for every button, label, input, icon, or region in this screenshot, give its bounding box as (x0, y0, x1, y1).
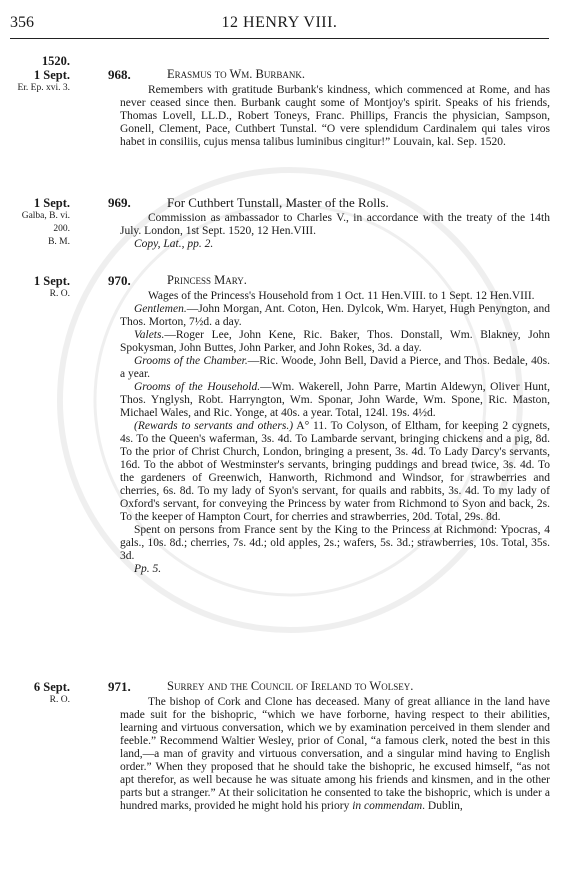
running-title: 12 HENRY VIII. (221, 14, 338, 31)
entry-reference: Er. Ep. xvi. 3. (17, 83, 70, 93)
gentlemen-label: Gentlemen. (134, 303, 187, 315)
valets-text: —Roger Lee, John Kene, Ric. Baker, Thos. Donstall, Wm. Blakney, John Spokysman, John Buttes, John Parker, and John Rokes, 3d. a day. (120, 329, 550, 354)
gentlemen-text: —John Morgan, Ant. Coton, Hen. Dylcok, Wm. Haryet, Hugh Penyngton, and Thos. Morton, 7½d. a day. (120, 303, 550, 328)
rewards-paragraph (120, 420, 550, 524)
entry-number: 968. (108, 67, 131, 82)
entry-date: 1 Sept. (33, 68, 70, 82)
entry-margin (10, 196, 70, 249)
entry-paragraph (120, 696, 550, 813)
france-paragraph: Spent on persons from France sent by the King to the Princess at Richmond: Ypocras, 4 gals., 10s. 8d.; cherries, 7s. 4d.; old apples, 2s.; wafers, 5s. 3d.; strawberries, 10s. Total, 35s. 3d. (120, 524, 550, 562)
rewards-label: (Rewards to servants and others.) (134, 420, 294, 432)
chamber-paragraph (120, 355, 550, 381)
entry-reference: Galba, B. vi. 200. (21, 211, 70, 234)
entry-reference-2: B. M. (48, 237, 70, 247)
valets-label: Valets. (134, 329, 165, 341)
entry-number: 970. (108, 273, 131, 288)
entry-date: 1 Sept. (33, 274, 70, 288)
body-italic: in commendam (352, 800, 423, 812)
entry-body (120, 290, 550, 576)
entry-note: Pp. 5. (134, 563, 162, 575)
rewards-text: A° 11. To Colyson, of Eltham, for keeping 2 cygnets, 4s. To the Queen's waferman, 3s. 4d. To Lambarde servant, bringing chickens and a pig, 8d. To the prior of Christ Church, London, bringing a present, 3s. 4d. To Lady Darcy's servants, 16d. To the abbot of Westminster's servants, bringing puddings and bread twice, 3s. 4d. To the gardeners of Greenwich, Hanworth, Richmond and Windsor, for strawberries and cherries, 6s. 8d. To my lady of Syon's servant, for quails and rabbits, 3s. 4d. To my lady of Oxford's servant, for conveying the Princess by water from Richmond to Syon and back, 2s. To the keeper of Hampton Court, for cherries and strawberries, 20d. Total, 29s. 8d. (120, 420, 550, 523)
household-label: Grooms of the Household. (134, 381, 261, 393)
valets-paragraph (120, 329, 550, 355)
chamber-label: Grooms of the Chamber. (134, 355, 248, 367)
entry-number: 971. (108, 679, 131, 694)
entry-body (120, 84, 550, 149)
entry-number: 969. (108, 195, 131, 210)
page-header (10, 14, 549, 36)
entry-note: Copy, Lat., pp. 2. (134, 238, 214, 250)
entry-title: For Cuthbert Tunstall, Master of the Rolls. (167, 195, 389, 210)
entry-date: 1 Sept. (33, 196, 70, 210)
entry-margin (10, 680, 70, 707)
entry-body (120, 212, 550, 251)
entry-paragraph: Commission as ambassador to Charles V., in accordance with the treaty of the 14th July. London, 1st Sept. 1520, 12 Hen.VIII. (120, 212, 550, 237)
entry-margin (10, 274, 70, 301)
header-rule (10, 38, 549, 39)
entry-margin (10, 55, 70, 95)
entry-title: Erasmus to Wm. Burbank. (167, 67, 306, 81)
entry-reference: R. O. (49, 695, 70, 705)
entry-title: Surrey and the Council of Ireland to Wolsey. (167, 679, 414, 693)
entry-date: 6 Sept. (33, 680, 70, 694)
entry-reference: R. O. (49, 289, 70, 299)
household-text: —Wm. Wakerell, John Parre, Martin Aldewyn, Oliver Hunt, Thos. Ynglysh, Robt. Harryngton, Wm. Sponar, John Warde, Wm. Spone, Ric. Maston, Michael Wales, and Ric. Yonge, at 40s. a year. Total, 124l. 19s. 4½d. (120, 381, 550, 419)
entry-paragraph: Remembers with gratitude Burbank's kindness, which commenced at Rome, and has never ceased since then. Burbank caught some of Montjoy's spirit. Speaks of his friends, Thomas Lovell, LL.D., Robert Toneys, Franc. Phillips, Francis the physician, Sampson, Gonell, Clement, Pace, Cuthbert Tunstal. “O vere splendidum Cardinalem qui tales viros habet in consiliis, cujus mensa talibus luminibus cingitur!” Louvain, kal. Sep. 1520. (120, 84, 550, 148)
entry-title: Princess Mary. (167, 273, 247, 287)
body-part-b: . Dublin, (422, 800, 463, 812)
page-number: 356 (10, 14, 34, 31)
chamber-text: —Ric. Woode, John Bell, David a Pierce, and Thos. Bedale, 40s. a year. (120, 355, 550, 380)
entry-paragraph: Wages of the Princess's Household from 1 Oct. 11 Hen.VIII. to 1 Sept. 12 Hen.VIII. (148, 290, 535, 302)
gentlemen-paragraph (120, 303, 550, 329)
entry-body (120, 696, 550, 813)
body-part-a: The bishop of Cork and Clone has deceased. Many of great alliance in the land have made suit for the bishopric, “which we have forborne, having respect to their abilities, learning and virtuous conversation, which we by examination perceived in them slender and feeble.” Recommend Waltier Wesley, prior of Conal, “a famous clerk, noted the best in this land,—a man of gravity and virtuous conversation, and a singular mind having to English order.” When they proposed that he should take the bishopric, he excused himself, “as not apt therefor, as well because he was situate among his friends and kinsmen, and in the other parts but a stranger.” At their solicitation he consented to take the bishopric, which is under a hundred marks, provided he might hold his priory (120, 696, 550, 812)
entry-year: 1520. (41, 54, 70, 68)
household-paragraph (120, 381, 550, 420)
